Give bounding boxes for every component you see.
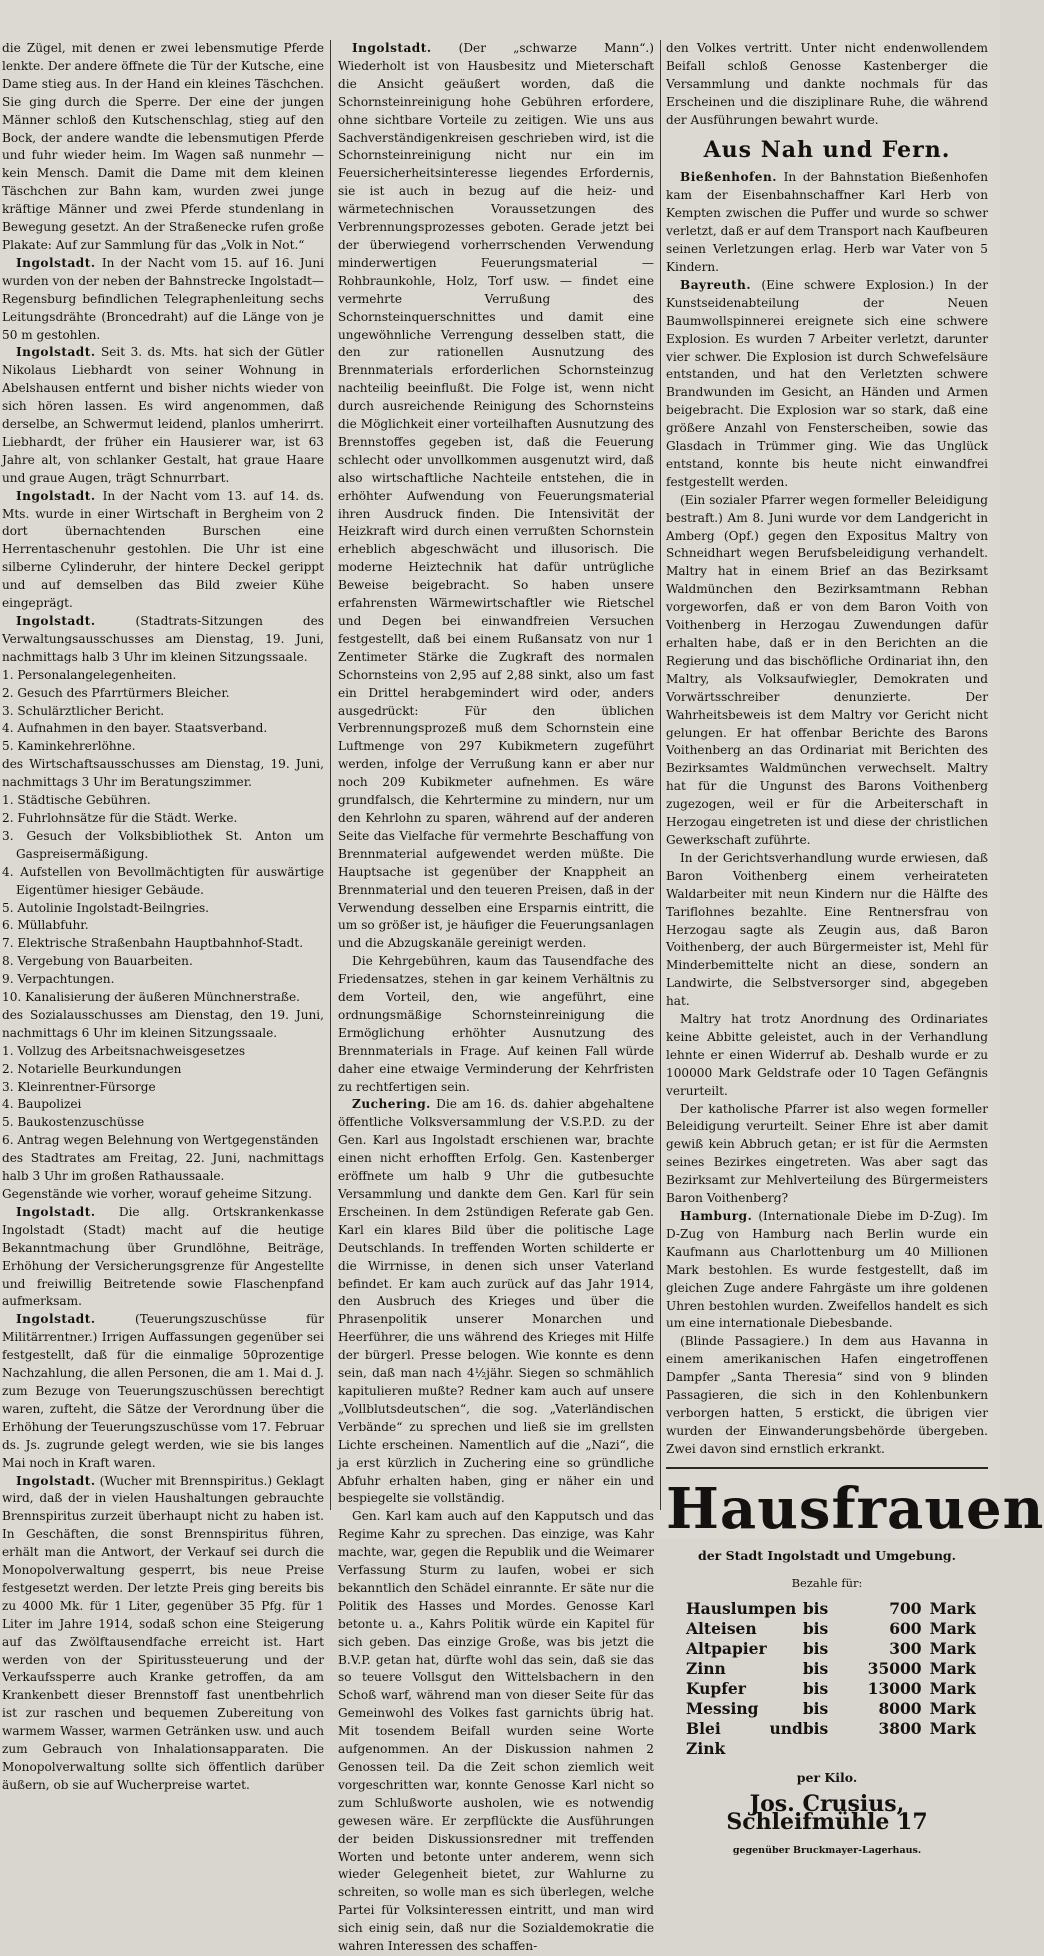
column-rule [330,40,331,1510]
price-item: Zinn [686,1658,726,1678]
price-value: 13000 [867,1678,922,1698]
price-unit: Mark [929,1678,976,1698]
agenda-heading: des Wirtschaftsausschusses am Dienstag, 19. Juni, nachmittags 3 Uhr im Beratungszimmer. [2,757,324,790]
article-text: (Wucher mit Brennspiritus.) Geklagt wird, daß der in vielen Haushaltungen gebrauchte Brennspiritus zurzeit überhaupt nicht zu haben ist. In Geschäften, die sonst Brennspiritus führen, erhält man die Antwort, der Verkauf sei durch die Monopolverwaltung gesperrt, bis neue Preise festgesetzt werden. Der letzte Preis ging bereits bis zu 4000 Mk. für 1 Liter, gegenüber 35 Pfg. für 1 Liter im Jahre 1914, sodaß schon eine Steigerung auf das Zwölftausendfache erreicht ist. Hart werden von der Spiritussteuerung und der Verkaufssperre auch Kranke getroffen, da am Krankenbett dieser Brennstoff fast unentbehrlich ist zur raschen und bequemen Zubereitung von warmem Wasser, warmen Getränken usw. und auch zum Gebrauch von Inhalationsapparaten. Die Monopolverwaltung sollte sich öffentlich darüber äußern, ob sie auf Wucherpreise wartet. [2,1473,324,1792]
article-text: In der Bahnstation Bießenhofen kam der Eisenbahnschaffner Karl Herb von Kempten zwischen die Puffer und wurde so schwer verletzt, daß er auf dem Transport nach Kaufbeuren seinen Verletzungen erlag. Herb war Vater von 5 Kindern. [666,170,988,274]
list-item: 5. Kaminkehrerlöhne. [2,739,136,754]
article [666,169,988,276]
list-item: 1. Vollzug des Arbeitsnachweisgesetzes [2,1043,246,1058]
column-left [2,40,324,1792]
price-item: Alteisen [686,1618,757,1638]
list-item: 6. Müllabfuhr. [2,918,89,933]
article-dateline: Hamburg. [680,1209,753,1223]
article [2,613,324,667]
ad-firm: Jos. Crusius, Schleifmühle 17 [726,1791,928,1836]
price-value: 35000 [867,1658,922,1678]
list-item: 3. Gesuch der Volksbibliothek St. Anton um Gaspreisermäßigung. [2,828,324,861]
price-row [666,1699,988,1719]
price-unit: Mark [929,1638,976,1658]
article-text: (Eine schwere Explosion.) In der Kunstseidenabteilung der Neuen Baumwollspinnerei ereignete sich eine schwere Explosion. Es wurden 7 Arbeiter verletzt, darunter vier schwer. Die Explosion ist durch Schwefelsäure entstanden, und hat den Verletzten schwere Brandwunden im Gesicht, an Händen und Armen beigebracht. Die Explosion war so stark, daß eine größere Anzahl von Fensterscheiben, sowie das Glasdach in Trümmer ging. Wie das Unglück entstand, konnte bis heute nicht einwandfrei festgestellt werden. [666,277,988,489]
advertisement [666,1467,1044,1860]
price-item: Hauslumpen [686,1598,797,1618]
article-text: (Der „schwarze Mann“.) Wiederholt ist von Hausbesitz und Mieterschaft die Ansicht geäußert worden, daß die Schornsteinreinigung hohe Gebühren erfordere, ohne sichtbare Vorteile zu zeitigen. Wie uns aus Sachverständigenkreisen geschrieben wird, ist die Schornsteinreinigung nicht nur ein im Feuersicherheitsinteresse liegendes Erfordernis, sie ist auch in bezug auf die heiz- und wärmetechnischen Voraussetzungen des Verbrennungsprozesses geboten. Gerade jetzt bei der überwiegend vorherrschenden Verwendung minderwertigen Feuerungsmaterial — Rohbraunkohle, Holz, Torf usw. — findet eine vermehrte Verrußung des Schornsteinquerschnittes und damit eine ungewöhnliche Verrengung desselben statt, die den zur rationellen Ausnutzung des Brennmaterials erforderlichen Schornsteinzug nachteilig beeinflußt. Die Folge ist, wenn nicht durch ausreichende Reinigung des Schornsteins die Möglichkeit einer vorteilhaften Ausnutzung des Brennstoffes gegeben ist, daß die Feuerung schlecht oder unvollkommen ausgenutzt wird, daß also wirtschaftliche Nachteile entstehen, die in erhöhter Aufwendung von Feuerungsmaterial ihren Ausdruck finden. Die Intensivität der Heizkraft wird durch einen verrußten Schornstein erheblich abgeschwächt und illusorisch. Die moderne Heiztechnik hat dafür untrügliche Beweise beigebracht. So haben unsere erfahrensten Wärmewirtschaftler wie Rietschel und Degen bei einwandfreien Versuchen festgestellt, daß bei einem Rußansatz von nur 1 Zentimeter Stärke die Zugkraft des normalen Schornsteins von 2,95 auf 2,88 sinkt, also um fast ein Drittel herabgemindert wird oder, anders ausgedrückt: Für den üblichen Verbrennungsprozeß muß dem Schornstein eine Luftmenge von 297 Kubikmetern zugeführt werden, infolge der Verrußung kann er aber nur noch 209 Kubikmeter aufnehmen. Es wäre grundfalsch, die Kehrtermine zu mindern, nur um den Kehrlohn zu sparen, während auf der anderen Seite das Vielfache für vermehrte Beschaffung von Brennmaterial aufgewendet werden müßte. Die Hauptsache ist gegenüber der Knappheit an Brennmaterial und den teueren Preisen, daß in der Verwendung desselben eine Ersparnis eintritt, die um so größer ist, je häufiger die Feuerungsanlagen und die Abzugskanäle gereinigt werden. [338,41,654,951]
article [2,344,324,487]
list-item: 2. Notarielle Beurkundungen [2,1061,182,1076]
price-row [666,1659,988,1679]
article-text: (Ein sozialer Pfarrer wegen formeller Beleidigung bestraft.) Am 8. Juni wurde vor dem Landgericht in Amberg (Opf.) gegen den Expositus Maltry von Schneidhart wegen Berufsbeleidigung verhandelt. Maltry hat in einem Brief an das Bezirksamt Waldmünchen den Bezirksamtmann Rebhan vorgeworfen, daß er von dem Baron Voith von Voithenberg in Herzogau Zuwendungen dafür erhalten habe, daß er in den Berichten an die Regierung und das bischöfliche Ordinariat ihn, den Maltry, als Volksaufwiegler, Demokraten und Vorwärtsschreiber denunzierte. Der Wahrheitsbeweis ist dem Maltry vor Gericht nicht gelungen. Er hat offenbar Berichte des Barons Voithenberg an das Ordinariat mit Berichten des Bezirksamtes Waldmünchen verwechselt. Maltry hat für die Ungunst des Barons Voithenberg zugezogen, weil er für die Arbeiterschaft in Herzogau eingetreten ist und diese der christlichen Gewerkschaft zuführte. [666,492,988,847]
article [666,277,988,492]
article-text: (Teuerungszuschüsse für Militärrentner.) Irrigen Auffassungen gegenüber sei festgestellt, daß für die einmalige 50prozentige Nachzahlung, die allen Personen, die am 1. Mai d. J. zum Bezuge von Teuerungszuschüssen berechtigt waren, zufteht, die Sätze der Verordnung über die Erhöhung der Teuerungszuschüsse vom 17. Februar ds. Js. zugrunde gelegt werden, wie sie bis langes Mai noch in Kraft waren. [2,1312,324,1470]
list-item: 5. Autolinie Ingolstadt-Beilngries. [2,900,210,915]
price-row [666,1679,988,1699]
price-value: 8000 [878,1698,922,1718]
article-text: den Volkes vertritt. Unter nicht endenwollendem Beifall schloß Genosse Kastenberger die Versammlung und dankte nochmals für das Erscheinen und die disziplinare Ruhe, die während der Ausführungen bewahrt wurde. [666,41,988,127]
agenda-list [2,792,324,1007]
list-item: 1. Städtische Gebühren. [2,793,151,808]
article-dateline: Ingolstadt. [16,1204,96,1219]
price-value: 300 [889,1638,922,1658]
price-item: Messing [686,1698,759,1718]
ad-subtitle: der Stadt Ingolstadt und Umgebung. [697,1547,957,1563]
list-item: 4. Baupolizei [2,1097,82,1112]
article-dateline: Ingolstadt. [16,488,96,503]
price-bis: bis [802,1678,829,1698]
article-text: In der Nacht vom 15. auf 16. Juni wurden von der neben der Bahnstrecke Ingolstadt—Regensburg befindlichen Telegraphenleitung sechs Leitungsdrähte (Broncedraht) auf die Länge von je 50 m gestohlen. [2,255,324,342]
price-item: Altpapier [686,1638,767,1658]
list-item: 4. Aufstellen von Bevollmächtigten für auswärtige Eigentümer hiesiger Gebäude. [2,864,324,897]
price-unit: Mark [929,1658,976,1678]
article-dateline: Ingolstadt. [16,1312,96,1327]
article-text: In der Gerichtsverhandlung wurde erwiesen, daß Baron Voithenberg einem verheirateten Waldarbeiter mit neun Kindern nur die Hälfte des Tariflohnes bezahlte. Eine Rentnersfrau von Herzogau sagte als Zeugin aus, daß Baron Voithenberg, der auch Bürgermeister ist, Mehl für Minderbemittelte nicht an diese, sondern an Landwirte, die Selbstversorger sind, abgegeben hat. [666,850,988,1009]
price-item: Kupfer [686,1678,746,1698]
article-text: Die allg. Ortskrankenkasse Ingolstadt (Stadt) macht auf die heutige Bekanntmachung über Grundlöhne, Beiträge, Erhöhung der Versicherungsgrenze für Angestellte und freiwillig Beitretende sowie Flaschenpfand aufmerksam. [2,1204,324,1309]
article [2,1311,324,1472]
price-row [666,1639,988,1659]
price-row [666,1599,988,1619]
price-bis: bis [802,1618,829,1638]
section-heading: Aus Nah und Fern. [703,136,951,163]
article-text: (Blinde Passagiere.) In dem aus Havanna in einem amerikanischen Hafen eingetroffenen Dampfer „Santa Theresia“ sind von 9 blinden Passagieren, die sich in den Kohlenbunkern verborgen hatten, 5 erstickt, die übrigen vier wurden der Einwanderungsbehörde übergeben. Zwei davon sind ernstlich erkrankt. [666,1334,988,1456]
article-text: Gen. Karl kam auch auf den Kapputsch und das Regime Kahr zu sprechen. Das einzige, was Kahr machte, war, gegen die Republik und die Weimarer Verfassung Sturm zu laufen, wobei er sich bekanntlich den Schädel einrannte. Er säte nur die Politik des Hasses und Mordes. Genosse Karl betonte u. a., Kahrs Politik würde ein Kapitel für sich geben. Das einzige Große, was bis jetzt die B.V.P. getan hat, dürfte wohl das sein, daß sie das so teuere Vollsgut den Wittelsbachern in den Schoß warf, während man von dieser Seite für das Gemeinwohl des Volkes fast garnichts übrig hat. Mit tosendem Beifall wurden seine Worte aufgenommen. An der Diskussion nahmen 2 Genossen teil. Da die Zeit schon ziemlich weit vorgeschritten war, konnte Genosse Karl nicht so zum Schlußworte ausholen, wie es notwendig gewesen wäre. Er zerpflückte die Ausführungen der beiden Diskussionsredner mit treffenden Worten und betonte unter anderem, wenn sich wieder Gelegenheit bietet, zur Wahlurne zu schreiten, so wolle man es sich überlegen, welche Partei für Volksinteressen eintritt, und man wird sich einig sein, daß nur die Sozialdemokratie die wahren Interessen des schaffen- [338,1509,654,1954]
list-item: 2. Fuhrlohnsätze für die Städt. Werke. [2,810,238,825]
article [2,255,324,345]
article-dateline: Ingolstadt. [16,345,96,360]
article-dateline: Bießenhofen. [680,170,777,185]
article-text: Seit 3. ds. Mts. hat sich der Gütler Nikolaus Liebhardt von seiner Wohnung in Abelshausen entfernt und bisher nichts wieder von sich hören lassen. Es wird angenommen, daß derselbe, an Schwermut leidend, planlos umherirrt. Liebhardt, der früher ein Hausierer war, ist 63 Jahre alt, von schlanker Gestalt, hat graue Haare und graue Augen, trägt Schnurrbart. [2,345,324,485]
price-bis: bis [802,1658,829,1678]
price-unit: Mark [929,1698,976,1718]
article-dateline: Ingolstadt. [16,614,96,628]
article-text: In der Nacht vom 13. auf 14. ds. Mts. wurde in einer Wirtschaft in Bergheim von 2 dort übernachtenden Burschen eine Herrentaschenuhr gestohlen. Die Uhr ist eine silberne Cylinderuhr, der hintere Deckel gerippt und auf demselben das Bild zweier Kühe eingeprägt. [2,488,324,611]
article [2,1204,324,1311]
price-row [666,1719,988,1759]
list-item: 4. Aufnahmen in den bayer. Staatsverband. [2,721,268,736]
agenda-list [2,667,324,757]
article [2,1473,324,1795]
price-bis: bis [802,1698,829,1718]
column-rule [660,40,661,1510]
list-item: 3. Schulärztlicher Bericht. [2,703,165,718]
column-middle [338,40,654,1954]
price-value: 700 [889,1598,922,1618]
list-item: 5. Baukostenzuschüsse [2,1115,145,1130]
agenda-heading: des Stadtrates am Freitag, 22. Juni, nachmittags halb 3 Uhr im großen Rathaussaale. [2,1151,324,1184]
article [338,40,654,953]
article [2,488,324,613]
article-text: Der katholische Pfarrer ist also wegen formeller Beleidigung verurteilt. Seiner Ehre ist aber damit gewiß kein Abbruch getan; er ist für die Aermsten seines Bezirkes eingetreten. Was aber sagt das Bezirksamt zur Mehlverteilung des Bürgermeisters Baron Voithenberg? [666,1101,988,1206]
price-unit: Mark [929,1618,976,1638]
list-item: 3. Kleinrentner-Fürsorge [2,1079,156,1094]
article-text: (Internationale Diebe im D-Zug). Im D-Zug von Hamburg nach Berlin wurde ein Kaufmann aus Charlottenburg um 40 Millionen Mark bestohlen. Es wurde festgestellt, daß im gleichen Zuge andere Fahrgäste um ihre goldenen Uhren bestohlen wurden. Zweifellos handelt es sich um eine internationale Diebesbande. [666,1209,988,1331]
article-text: Die am 16. ds. dahier abgehaltene öffentliche Volksversammlung der V.S.P.D. zu der Gen. Karl aus Ingolstadt erschienen war, brachte einen nicht erhofften Erfolg. Gen. Kastenberger eröffnete um halb 9 Uhr die gutbesuchte Versammlung und dankte dem Gen. Karl für sein Erscheinen. In dem 2stündigen Referate gab Gen. Karl ein klares Bild über die politische Lage Deutschlands. In treffenden Worten schilderte er die Wirrnisse, in denen sich unser Vaterland befindet. Er kam auch zurück auf das Jahr 1914, den Ausbruch des Krieges und über die Phrasenpolitik unserer Monarchen und Heerführer, die uns während des Krieges mit Hilfe der bürgerl. Presse belogen. Wie konnte es denn sein, daß man nach 4½jähr. Siegen so schmählich kapitulieren mußte? Redner kam auch auf unsere „Vollblutsdeutschen“, die sog. „Vaterländischen Verbände“ zu sprechen und ließ sie im grellsten Lichte erscheinen. Namentlich auf die „Nazi“, die ja erst kürzlich in Zuchering eine so gründliche Abfuhr erhalten haben, ging er näher ein und bespiegelte sie vollständig. [338,1097,654,1506]
price-bis: bis [802,1638,829,1658]
article-text: Maltry hat trotz Anordnung des Ordinariates keine Abbitte geleistet, auch in der Verhandlung lehnte er einen Widerruf ab. Deshalb wurde er zu 100000 Mark Geldstrafe oder 10 Tagen Gefängnis verurteilt. [666,1012,988,1098]
ad-pays-label: Bezahle für: [791,1575,863,1590]
price-bis: bis [802,1598,829,1618]
article-text: Die Kehrgebühren, kaum das Tausendfache des Friedensatzes, stehen in gar keinem Verhältnis zu dem Vorteil, den, wie angeführt, eine ordnungsmäßige Schornsteinreinigung die Ermöglichung erhöhter Ausnutzung des Brennmaterials in Frage. Auf keinen Fall würde daher eine etwaige Verminderung der Kehrfristen zu rechtfertigen sein. [338,954,654,1094]
price-unit: Mark [929,1598,976,1618]
article-text: die Zügel, mit denen er zwei lebensmutige Pferde lenkte. Der andere öffnete die Tür der Kutsche, eine Dame stieg aus. In der Hand ein kleines Täschchen. Sie ging durch die Sperre. Der eine der jungen Männer schloß den Kutschenschlag, stieg auf den Bock, der andere wandte die lebensmutigen Pferde und fuhr wieder heim. Im Wagen saß nunmehr — kein Mensch. Damit die Dame mit dem kleinen Täschchen zur Bahn kam, wurden zwei junge kräftige Männer und zwei Pferde stundenlang in Bewegung gesetzt. An der Straßenecke rufen große Plakate: Auf zur Sammlung für das „Volk in Not.“ [2,41,324,252]
price-unit: Mark [929,1718,976,1738]
article-dateline: Ingolstadt. [16,255,96,270]
list-item: 9. Verpachtungen. [2,972,115,987]
list-item: 7. Elektrische Straßenbahn Hauptbahnhof-Stadt. [2,936,304,951]
column-right [666,40,1044,1857]
article-dateline: Ingolstadt. [16,1473,96,1488]
price-value: 3800 [878,1718,922,1738]
list-item: 10. Kanalisierung der äußeren Münchnerstraße. [2,990,300,1005]
article-dateline: Bayreuth. [680,277,752,292]
price-bis: bis [802,1718,829,1738]
price-row [666,1619,988,1639]
article-text: (Stadtrats-Sitzungen des Verwaltungsausschusses am Dienstag, 19. Juni, nachmittags halb 3 Uhr im kleinen Sitzungssaale. [2,614,324,664]
ad-footer: gegenüber Bruckmayer-Lagerhaus. [732,1845,922,1857]
list-item: 1. Personalangelegenheiten. [2,667,177,682]
price-item: Blei und Zink [686,1718,803,1758]
list-item: 2. Gesuch des Pfarrtürmers Bleicher. [2,685,230,700]
ad-title: Hausfrauen [666,1475,1044,1542]
article-dateline: Zuchering. [352,1097,431,1112]
ad-per-kilo: per Kilo. [796,1769,858,1785]
agenda-note: Gegenstände wie vorher, worauf geheime Sitzung. [2,1187,312,1201]
list-item: 6. Antrag wegen Belehnung von Wertgegenständen [2,1133,319,1148]
price-value: 600 [889,1618,922,1638]
article-dateline: Ingolstadt. [352,41,432,55]
list-item: 8. Vergebung von Bauarbeiten. [2,954,193,969]
article [338,1096,654,1508]
agenda-heading: des Sozialausschusses am Dienstag, den 19. Juni, nachmittags 6 Uhr im kleinen Sitzungssaale. [2,1007,324,1040]
article [666,1208,988,1333]
agenda-list [2,1043,324,1150]
